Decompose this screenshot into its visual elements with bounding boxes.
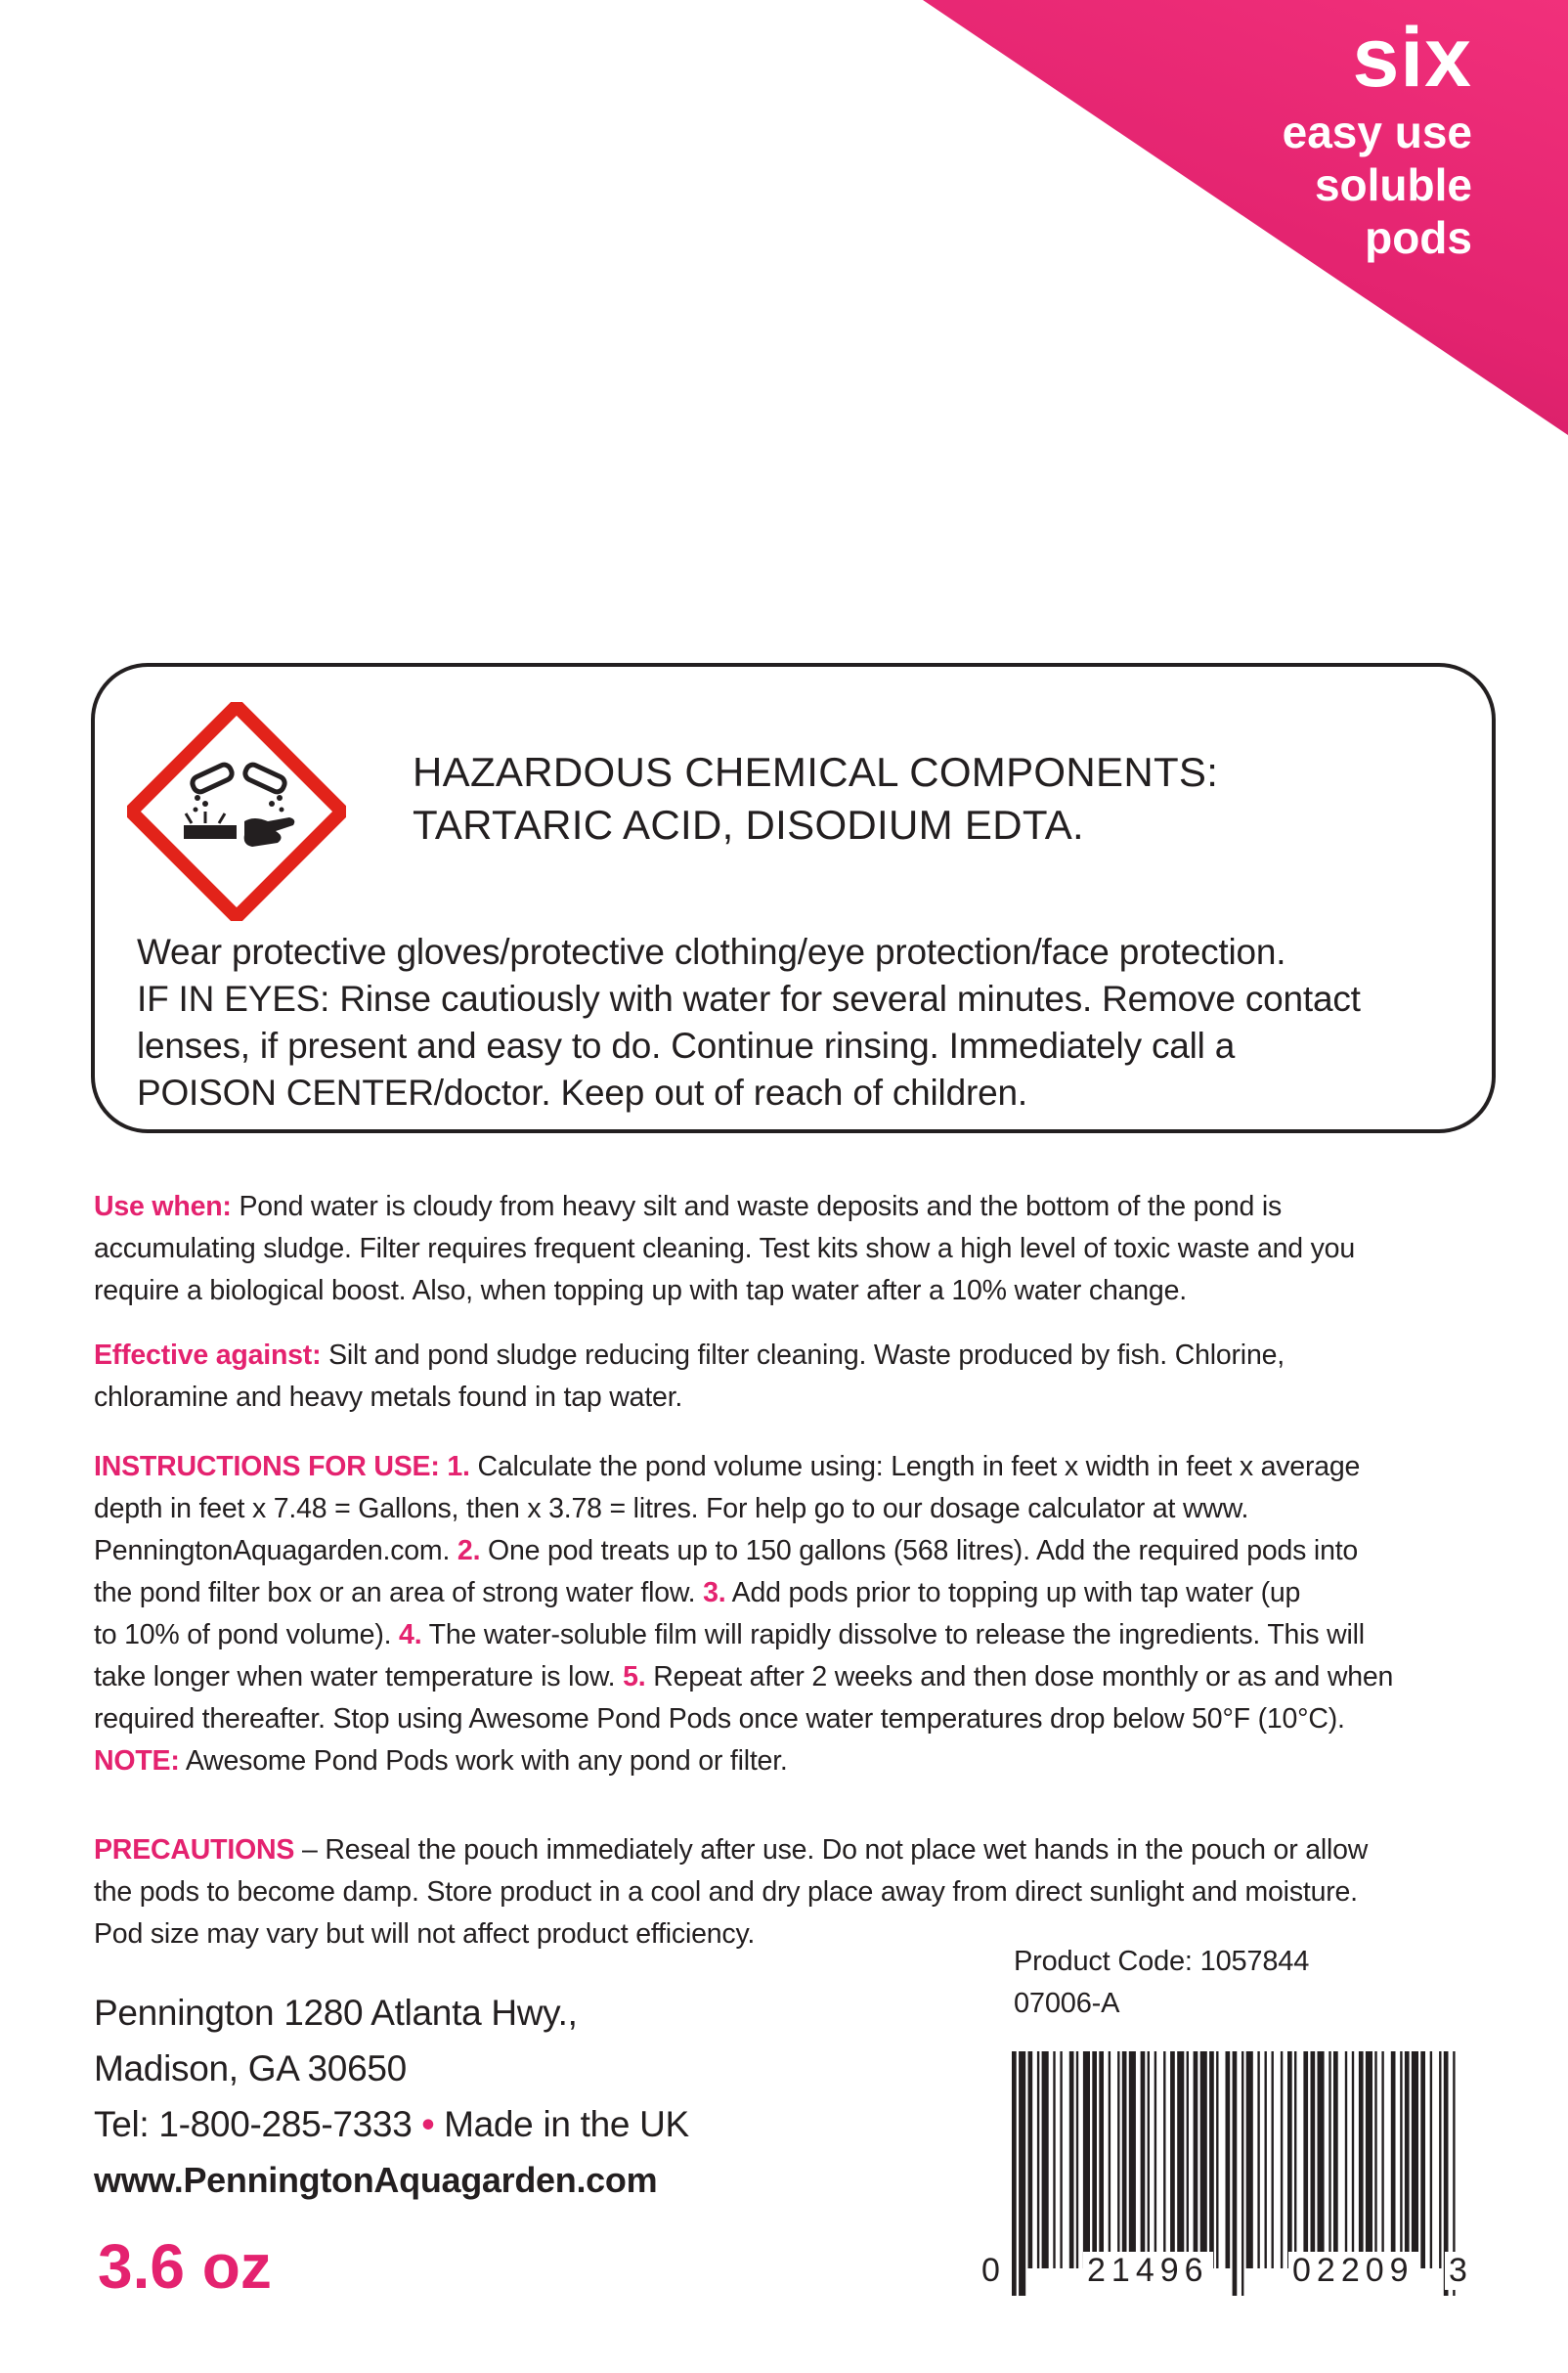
step-3-text-1: Add pods prior to topping up with tap water (up [725,1577,1301,1608]
step-4-text-2: take longer when water temperature is low. [94,1661,616,1692]
pod-count: six [1352,11,1472,105]
precautions-dash: – [294,1834,318,1866]
hazard-title-line-1: HAZARDOUS CHEMICAL COMPONENTS: [413,749,1219,795]
telephone: Tel: 1-800-285-7333 [94,2104,413,2144]
barcode-bar [1405,2051,1410,2268]
barcode-bar [1141,2051,1146,2268]
barcode-bar [1246,2051,1253,2268]
corrosive-icon [127,702,346,921]
barcode-bar [1352,2051,1354,2268]
barcode-bar [1391,2051,1396,2268]
barcode-bar [1037,2051,1039,2268]
hazard-line-4: POISON CENTER/doctor. Keep out of reach of children. [137,1073,1027,1113]
use-when-text-2: accumulating sludge. Filter requires frequent cleaning. Test kits show a high level of toxic waste and you [94,1233,1355,1264]
product-code: Product Code: 1057844 [1014,1946,1310,1977]
barcode-bar [1076,2051,1078,2268]
barcode-bar [1028,2051,1033,2268]
badge-line-1: easy use [1282,107,1472,157]
barcode-bar [1069,2051,1074,2268]
hazard-statement [137,929,1476,1117]
barcode-bar [1154,2051,1156,2268]
barcode-bar [1374,2051,1376,2268]
net-weight: 3.6 oz [98,2231,272,2302]
barcode-bar [1060,2051,1062,2268]
hazard-title [413,746,1218,852]
product-code-block [1014,1941,1309,2025]
address-line-1: Pennington 1280 Atlanta Hwy., [94,1993,578,2033]
barcode-bar [1439,2051,1441,2268]
step-4-text-1: The water-soluble film will rapidly dissolve to release the ingredients. This will [421,1619,1365,1650]
barcode-bar [1333,2051,1338,2268]
use-when-text-3: require a biological boost. Also, when topping up with tap water after a 10% water change. [94,1275,1187,1306]
step-4-number: 4. [391,1619,422,1650]
precautions-label: PRECAUTIONS [94,1834,295,1866]
barcode-bar [1187,2051,1189,2268]
step-2-number: 2. [450,1535,481,1566]
barcode-bar [1117,2051,1119,2268]
barcode-bar [1042,2051,1049,2268]
step-2-text-1: One pod treats up to 150 gallons (568 litres). Add the required pods into [480,1535,1359,1566]
made-in: Made in the UK [444,2104,689,2144]
step-1-text-1: Calculate the pond volume using: Length in feet x width in feet x average [469,1451,1361,1482]
barcode-digit-first: 0 [978,2252,1004,2290]
barcode-bar [1381,2051,1383,2268]
hazard-line-3: lenses, if present and easy to do. Continue rinsing. Immediately call a [137,1026,1236,1066]
effective-against-section [94,1335,1482,1419]
barcode-bar [1053,2051,1055,2268]
barcode-bar [1163,2051,1165,2268]
corner-badge-text [1282,11,1472,264]
barcode-bar [1092,2051,1097,2268]
barcode-bar [1170,2051,1175,2268]
barcode-bar [1122,2051,1127,2268]
barcode-bar [1345,2051,1347,2268]
barcode-bar [1272,2051,1274,2268]
step-3-number: 3. [695,1577,726,1608]
step-2-text-2: the pond filter box or an area of strong water flow. [94,1577,696,1608]
barcode-bar [1359,2051,1364,2268]
company-address [94,1985,689,2208]
use-when-section [94,1186,1482,1312]
barcode-bar [1109,2051,1111,2268]
badge-line-2: soluble [1314,159,1472,210]
barcode-bar [1420,2051,1425,2268]
barcode-digits [978,2252,1486,2310]
step-5-text-2: required thereafter. Stop using Awesome Pond Pods once water temperatures drop below 50°F (10°C). [94,1703,1345,1735]
hazard-line-2: IF IN EYES: Rinse cautiously with water for several minutes. Remove contact [137,979,1361,1019]
barcode-bar [1281,2051,1283,2268]
barcode-bar [1194,2051,1198,2268]
product-sub-code: 07006-A [1014,1988,1120,2019]
hazard-line-1: Wear protective gloves/protective clothing/eye protection/face protection. [137,932,1286,972]
barcode-bar [1412,2051,1418,2268]
barcode-bar [1265,2051,1267,2268]
hazard-title-line-2: TARTARIC ACID, DISODIUM EDTA. [413,802,1084,848]
precautions-text-1: Reseal the pouch immediately after use. Do not place wet hands in the pouch or allow [317,1834,1369,1866]
hazard-warning-box [91,663,1496,1133]
barcode-bar [1200,2051,1207,2268]
note-label: NOTE: [94,1745,180,1777]
barcode-group-left: 21496 [1083,2252,1213,2290]
note-text: Awesome Pond Pods work with any pond or filter. [179,1745,788,1777]
barcode-group-right: 02209 [1288,2252,1418,2290]
bullet: • [421,2104,435,2144]
barcode-bar [1257,2051,1259,2268]
step-3-text-2: to 10% of pond volume). [94,1619,392,1650]
effective-against-text-1: Silt and pond sludge reducing filter cleaning. Waste produced by fish. Chlorine, [321,1340,1285,1371]
barcode-bar [1216,2051,1218,2268]
step-1-text-2: depth in feet x 7.48 = Gallons, then x 3.78 = litres. For help go to our dosage calculator at www. [94,1493,1249,1524]
barcode-bar [1430,2051,1432,2268]
address-line-2: Madison, GA 30650 [94,2048,407,2088]
website-link[interactable]: www.PenningtonAquagarden.com [94,2160,658,2200]
barcode-digit-last: 3 [1445,2252,1471,2290]
barcode-bar [1287,2051,1292,2268]
step-5-text-1: Repeat after 2 weeks and then dose monthly or as and when [645,1661,1394,1692]
precautions-text-3: Pod size may vary but will not affect product efficiency. [94,1918,756,1950]
use-when-text-1: Pond water is cloudy from heavy silt and waste deposits and the bottom of the pond is [231,1191,1283,1222]
barcode-bar [1226,2051,1231,2268]
precautions-section [94,1829,1482,1956]
barcode-bar [1129,2051,1136,2268]
barcode-bar [1099,2051,1104,2268]
barcode-bar [1083,2051,1090,2268]
barcode-bar [1328,2051,1330,2268]
barcode-bar [1148,2051,1150,2268]
step-1-text-3: PenningtonAquagarden.com. [94,1535,451,1566]
step-1-number: 1. [439,1451,470,1482]
barcode-bar [1294,2051,1296,2268]
barcode-bar [1177,2051,1184,2268]
instructions-label: INSTRUCTIONS FOR USE: [94,1451,440,1482]
instructions-section [94,1446,1482,1782]
precautions-text-2: the pods to become damp. Store product in a cool and dry place away from direct sunlight and moisture. [94,1876,1358,1908]
barcode-bar [1311,2051,1316,2268]
barcode-bar [1303,2051,1308,2268]
step-5-number: 5. [615,1661,646,1692]
effective-against-text-2: chloramine and heavy metals found in tap water. [94,1382,683,1413]
barcode-bar [1209,2051,1214,2268]
barcode-bar [1366,2051,1372,2268]
barcode-bar [1400,2051,1402,2268]
effective-against-label: Effective against: [94,1340,322,1371]
use-when-label: Use when: [94,1191,232,1222]
badge-line-3: pods [1365,212,1472,263]
barcode-bar [1318,2051,1325,2268]
